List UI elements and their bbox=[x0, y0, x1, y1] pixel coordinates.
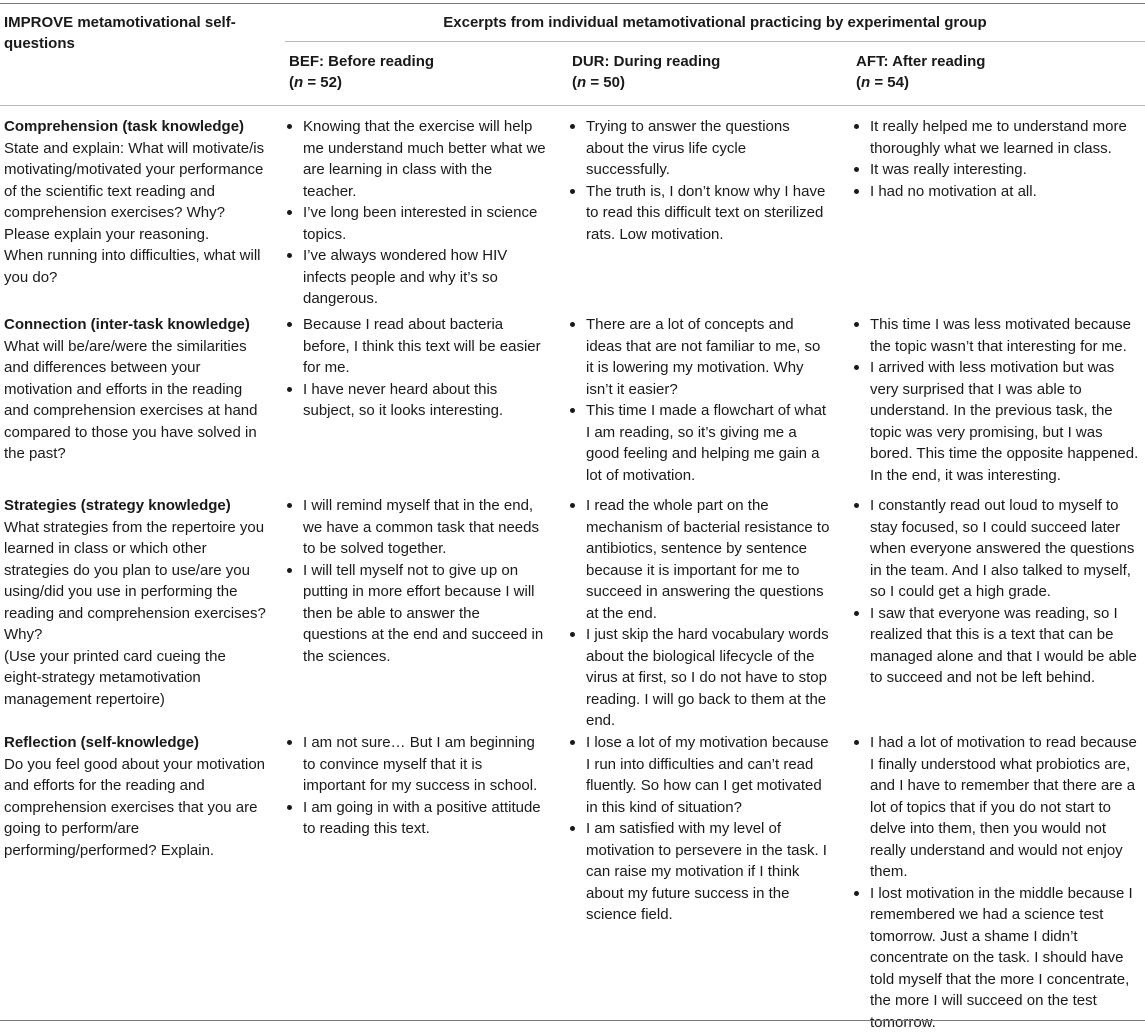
excerpt-item: I will remind myself that in the end, we have a common task that needs to be solved together. bbox=[285, 495, 547, 560]
excerpt-item: I read the whole part on the mechanism of bacterial resistance to antibiotics, sentence by sentence because it is important for me to succeed in answering the questions at the end. bbox=[568, 495, 830, 624]
excerpt-cell-dur bbox=[568, 732, 830, 926]
top-rule bbox=[0, 3, 1145, 4]
header-stub: IMPROVE metamotivational self-questions bbox=[4, 12, 274, 54]
header-bottom-rule bbox=[0, 105, 1145, 106]
excerpt-item: I’ve long been interested in science topics. bbox=[285, 202, 547, 245]
excerpt-cell-dur bbox=[568, 495, 830, 732]
question-text: When running into difficulties, what will you do? bbox=[4, 245, 266, 288]
excerpt-cell-dur bbox=[568, 116, 830, 245]
excerpt-item: I will tell myself not to give up on putting in more effort because I will then be able to answer the questions at the end and succeed in the sciences. bbox=[285, 560, 547, 668]
question-text: What strategies from the repertoire you learned in class or which other strategies do you plan to use/are you using/did you use in performing the reading and comprehension exercises? Why? bbox=[4, 517, 266, 646]
excerpt-item: This time I was less motivated because the topic wasn’t that interesting for me. bbox=[852, 314, 1142, 357]
header-col-bef bbox=[289, 51, 559, 93]
excerpt-item: It really helped me to understand more thoroughly what we learned in class. bbox=[852, 116, 1142, 159]
excerpt-item: I’ve always wondered how HIV infects people and why it’s so dangerous. bbox=[285, 245, 547, 310]
excerpt-item: I saw that everyone was reading, so I realized that this is a text that can be managed alone and that I would be able to succeed and not be left behind. bbox=[852, 603, 1142, 689]
header-col-aft-label: AFT: After reading bbox=[856, 51, 1126, 72]
question-title: Connection (inter-task knowledge) bbox=[4, 314, 266, 336]
header-col-bef-n: (n = 52) bbox=[289, 72, 559, 93]
excerpt-item: I had no motivation at all. bbox=[852, 181, 1142, 203]
excerpt-cell-dur bbox=[568, 314, 830, 486]
excerpt-item: This time I made a flowchart of what I am reading, so it’s giving me a good feeling and helping me gain a lot of motivation. bbox=[568, 400, 830, 486]
question-cell bbox=[4, 495, 266, 710]
excerpt-cell-bef bbox=[285, 732, 547, 840]
header-sub-rule bbox=[285, 41, 1145, 42]
header-col-dur-label: DUR: During reading bbox=[572, 51, 842, 72]
excerpt-item: I constantly read out loud to myself to stay focused, so I could succeed later when everyone answered the questions in the team. And I also talked to myself, so I could get a high grade. bbox=[852, 495, 1142, 603]
excerpt-item: I just skip the hard vocabulary words about the biological lifecycle of the virus at first, so I do not have to stop reading. I will go back to them at the end. bbox=[568, 624, 830, 732]
excerpt-item: Knowing that the exercise will help me understand much better what we are learning in class with the teacher. bbox=[285, 116, 547, 202]
excerpt-cell-aft bbox=[852, 732, 1142, 1033]
question-text: (Use your printed card cueing the eight-strategy metamotivation management repertoire) bbox=[4, 646, 266, 711]
question-text: State and explain: What will motivate/is motivating/motivated your performance of the scientific text reading and comprehension exercises? Why? Please explain your reasoning. bbox=[4, 138, 266, 246]
header-col-dur bbox=[572, 51, 842, 93]
header-col-aft bbox=[856, 51, 1126, 93]
excerpt-cell-aft bbox=[852, 495, 1142, 689]
excerpt-cell-aft bbox=[852, 314, 1142, 486]
excerpt-item: I had a lot of motivation to read because I finally understood what probiotics are, and I have to remember that there are a lot of topics that if you do not start to delve into them, then you would not really understand and would not enjoy them. bbox=[852, 732, 1142, 883]
question-text: What will be/are/were the similarities and differences between your motivation and efforts in the reading and comprehension exercises at hand compared to those you have solved in the past? bbox=[4, 336, 266, 465]
excerpt-cell-aft bbox=[852, 116, 1142, 202]
excerpt-item: I am satisfied with my level of motivation to persevere in the task. I can raise my motivation if I think about my future success in the science field. bbox=[568, 818, 830, 926]
excerpt-item: It was really interesting. bbox=[852, 159, 1142, 181]
excerpt-item: I am not sure… But I am beginning to convince myself that it is important for my success in school. bbox=[285, 732, 547, 797]
question-title: Reflection (self-knowledge) bbox=[4, 732, 266, 754]
excerpt-item: Because I read about bacteria before, I think this text will be easier for me. bbox=[285, 314, 547, 379]
question-cell bbox=[4, 314, 266, 465]
excerpt-cell-bef bbox=[285, 116, 547, 310]
excerpt-item: I am going in with a positive attitude to reading this text. bbox=[285, 797, 547, 840]
excerpt-item: Trying to answer the questions about the virus life cycle successfully. bbox=[568, 116, 830, 181]
header-col-aft-n: (n = 54) bbox=[856, 72, 1126, 93]
excerpt-item: I lost motivation in the middle because I remembered we had a science test tomorrow. Just a shame I didn’t concentrate on the task. I should have told myself that the more I concentrate, the more I will succeed on the test tomorrow. bbox=[852, 883, 1142, 1033]
question-cell bbox=[4, 732, 266, 861]
question-title: Comprehension (task knowledge) bbox=[4, 116, 266, 138]
question-title: Strategies (strategy knowledge) bbox=[4, 495, 266, 517]
header-span: Excerpts from individual metamotivational practicing by experimental group bbox=[285, 12, 1145, 33]
question-text: Do you feel good about your motivation and efforts for the reading and comprehension exercises that you are going to perform/are performing/performed? Explain. bbox=[4, 754, 266, 862]
question-cell bbox=[4, 116, 266, 288]
excerpt-item: I lose a lot of my motivation because I run into difficulties and can’t read fluently. So how can I get motivated in this kind of situation? bbox=[568, 732, 830, 818]
excerpt-item: I have never heard about this subject, so it looks interesting. bbox=[285, 379, 547, 422]
excerpt-cell-bef bbox=[285, 495, 547, 667]
excerpt-cell-bef bbox=[285, 314, 547, 422]
bottom-rule bbox=[0, 1020, 1145, 1021]
header-col-dur-n: (n = 50) bbox=[572, 72, 842, 93]
excerpt-item: I arrived with less motivation but was very surprised that I was able to understand. In the previous task, the topic was very promising, but I was bored. This time the opposite happened. In the end, it was interesting. bbox=[852, 357, 1142, 486]
excerpt-item: There are a lot of concepts and ideas that are not familiar to me, so it is lowering my motivation. Why isn’t it easier? bbox=[568, 314, 830, 400]
excerpt-item: The truth is, I don’t know why I have to read this difficult text on sterilized rats. Low motivation. bbox=[568, 181, 830, 246]
header-col-bef-label: BEF: Before reading bbox=[289, 51, 559, 72]
